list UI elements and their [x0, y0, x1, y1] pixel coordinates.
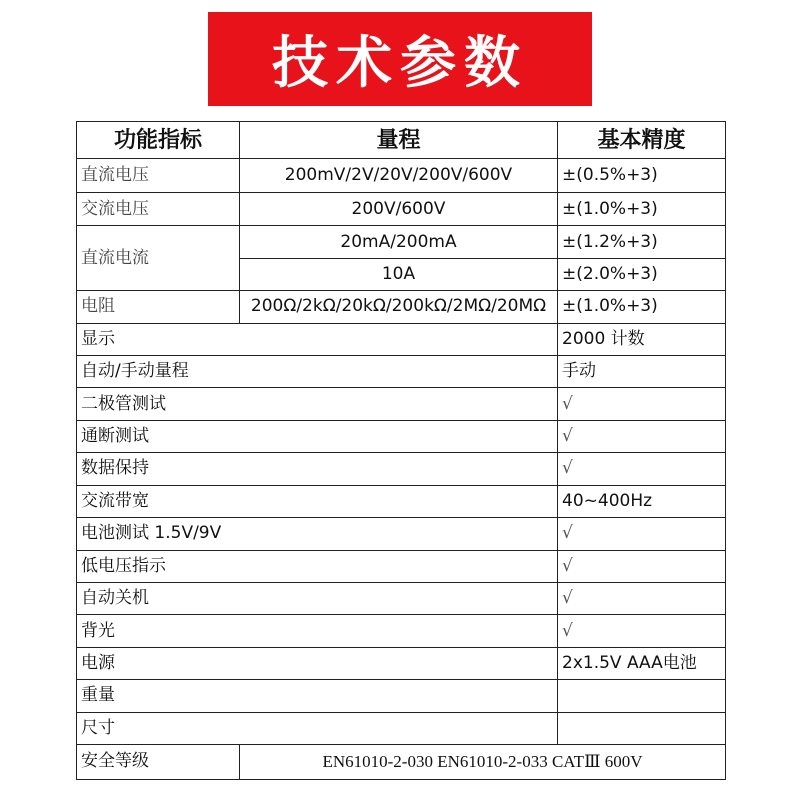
header-accuracy: 基本精度 [558, 122, 726, 159]
page-title-banner [208, 12, 592, 106]
table-row [77, 550, 726, 582]
accuracy-cell: ±(1.0%+3) [558, 290, 726, 323]
feature-value [558, 680, 726, 712]
check-mark: √ [558, 517, 726, 550]
table-row [77, 421, 726, 453]
range-cell: 200mV/2V/20V/200V/600V [240, 159, 558, 193]
range-cell: 200V/600V [240, 193, 558, 226]
feature-label: 通断测试 [77, 421, 558, 453]
check-mark: √ [558, 582, 726, 614]
table-row [77, 485, 726, 517]
category-dc-current: 直流电流 [77, 226, 240, 290]
feature-label: 电池测试 1.5V/9V [77, 517, 558, 550]
page-title: 技术参数 [272, 31, 528, 96]
table-row [77, 582, 726, 614]
table-header-row [77, 122, 726, 159]
feature-label: 自动关机 [77, 582, 558, 614]
category-resistance: 电阻 [77, 290, 240, 323]
table-row [77, 744, 726, 779]
table-row [77, 356, 726, 388]
feature-value: 手动 [558, 356, 726, 388]
check-mark: √ [558, 550, 726, 582]
accuracy-cell: ±(1.2%+3) [558, 226, 726, 258]
check-mark: √ [558, 421, 726, 453]
feature-label: 交流带宽 [77, 485, 558, 517]
feature-label: 显示 [77, 323, 558, 355]
feature-label: 重量 [77, 680, 558, 712]
table-row [77, 712, 726, 744]
table-row [77, 453, 726, 485]
table-row [77, 615, 726, 648]
table-row [77, 648, 726, 680]
accuracy-cell: ±(1.0%+3) [558, 193, 726, 226]
category-ac-voltage: 交流电压 [77, 193, 240, 226]
check-mark: √ [558, 615, 726, 648]
table-row [77, 388, 726, 421]
table-row [77, 193, 726, 226]
feature-value: 40~400Hz [558, 485, 726, 517]
table-row [77, 517, 726, 550]
range-cell: 200Ω/2kΩ/20kΩ/200kΩ/2MΩ/20MΩ [240, 290, 558, 323]
feature-label: 尺寸 [77, 712, 558, 744]
feature-label: 电源 [77, 648, 558, 680]
accuracy-cell: ±(2.0%+3) [558, 258, 726, 290]
feature-label: 自动/手动量程 [77, 356, 558, 388]
range-cell: 20mA/200mA [240, 226, 558, 258]
feature-value [558, 712, 726, 744]
spec-table [76, 121, 726, 780]
feature-value: 2000 计数 [558, 323, 726, 355]
safety-value: EN61010-2-030 EN61010-2-033 CATⅢ 600V [240, 744, 726, 779]
check-mark: √ [558, 453, 726, 485]
category-dc-voltage: 直流电压 [77, 159, 240, 193]
feature-label: 背光 [77, 615, 558, 648]
table-row [77, 680, 726, 712]
header-range: 量程 [240, 122, 558, 159]
accuracy-cell: ±(0.5%+3) [558, 159, 726, 193]
table-row [77, 323, 726, 355]
table-row [77, 226, 726, 258]
header-function: 功能指标 [77, 122, 240, 159]
feature-label: 低电压指示 [77, 550, 558, 582]
safety-label: 安全等级 [77, 744, 240, 779]
feature-value: 2x1.5V AAA电池 [558, 648, 726, 680]
range-cell: 10A [240, 258, 558, 290]
table-row [77, 159, 726, 193]
check-mark: √ [558, 388, 726, 421]
feature-label: 数据保持 [77, 453, 558, 485]
feature-label: 二极管测试 [77, 388, 558, 421]
table-row [77, 290, 726, 323]
